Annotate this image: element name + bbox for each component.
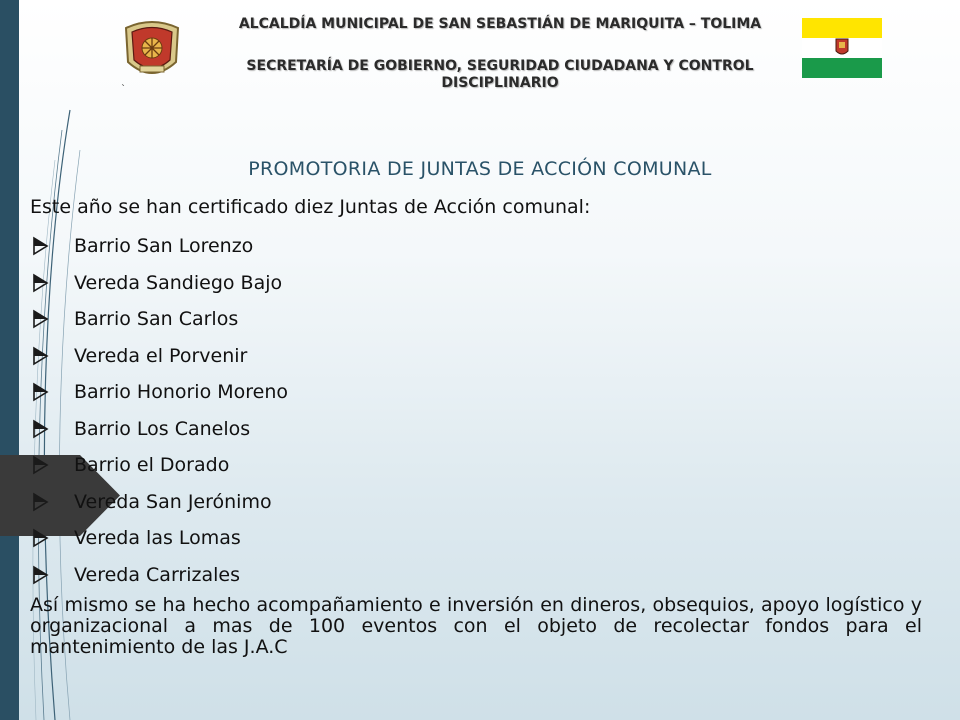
list-item-label: Barrio Honorio Moreno xyxy=(74,381,289,404)
intro-text: Este año se han certificado diez Juntas de Acción comunal: xyxy=(30,196,591,218)
arrow-bullet-icon xyxy=(31,565,57,585)
list-item xyxy=(30,520,288,557)
closing-paragraph: Así mismo se ha hecho acompañamiento e inversión en dineros, obsequios, apoyo logístico y organizacional a mas de 100 eventos con el objeto de recolectar fondos para el mantenimiento de las J.A.C xyxy=(30,594,922,658)
header-line-1: ALCALDÍA MUNICIPAL DE SAN SEBASTIÁN DE MARIQUITA – TOLIMA xyxy=(238,16,762,32)
list-item xyxy=(30,265,288,302)
arrow-bullet-icon xyxy=(31,236,57,256)
arrow-bullet-icon xyxy=(31,273,57,293)
list-item xyxy=(30,557,288,594)
list-item-label: Barrio San Carlos xyxy=(74,308,239,331)
arrow-bullet-icon xyxy=(31,455,57,475)
list-item xyxy=(30,338,288,375)
document-header xyxy=(0,0,960,110)
list-item xyxy=(30,484,288,521)
arrow-bullet-icon xyxy=(31,419,57,439)
arrow-bullet-icon xyxy=(31,346,57,366)
list-item xyxy=(30,411,288,448)
list-item xyxy=(30,374,288,411)
list-item-label: Vereda San Jerónimo xyxy=(74,490,272,513)
list-item-label: Vereda el Porvenir xyxy=(74,344,248,367)
list-item xyxy=(30,301,288,338)
municipal-crest-icon xyxy=(120,18,184,80)
arrow-bullet-icon xyxy=(31,492,57,512)
list-item-label: Vereda Sandiego Bajo xyxy=(74,271,283,294)
stray-mark: ` xyxy=(121,84,126,95)
certified-jac-list xyxy=(30,228,288,593)
list-item-label: Vereda Carrizales xyxy=(74,563,240,586)
municipal-flag-icon xyxy=(802,18,882,78)
arrow-bullet-icon xyxy=(31,382,57,402)
page-title: PROMOTORIA DE JUNTAS DE ACCIÓN COMUNAL xyxy=(248,158,712,180)
list-item xyxy=(30,228,288,265)
arrow-bullet-icon xyxy=(31,528,57,548)
list-item xyxy=(30,447,288,484)
list-item-label: Barrio San Lorenzo xyxy=(74,235,254,258)
list-item-label: Barrio el Dorado xyxy=(74,454,230,477)
header-line-2: SECRETARÍA DE GOBIERNO, SEGURIDAD CIUDADANA Y CONTROL DISCIPLINARIO xyxy=(246,58,754,91)
list-item-label: Barrio Los Canelos xyxy=(74,417,251,440)
list-item-label: Vereda las Lomas xyxy=(74,527,241,550)
arrow-bullet-icon xyxy=(31,309,57,329)
